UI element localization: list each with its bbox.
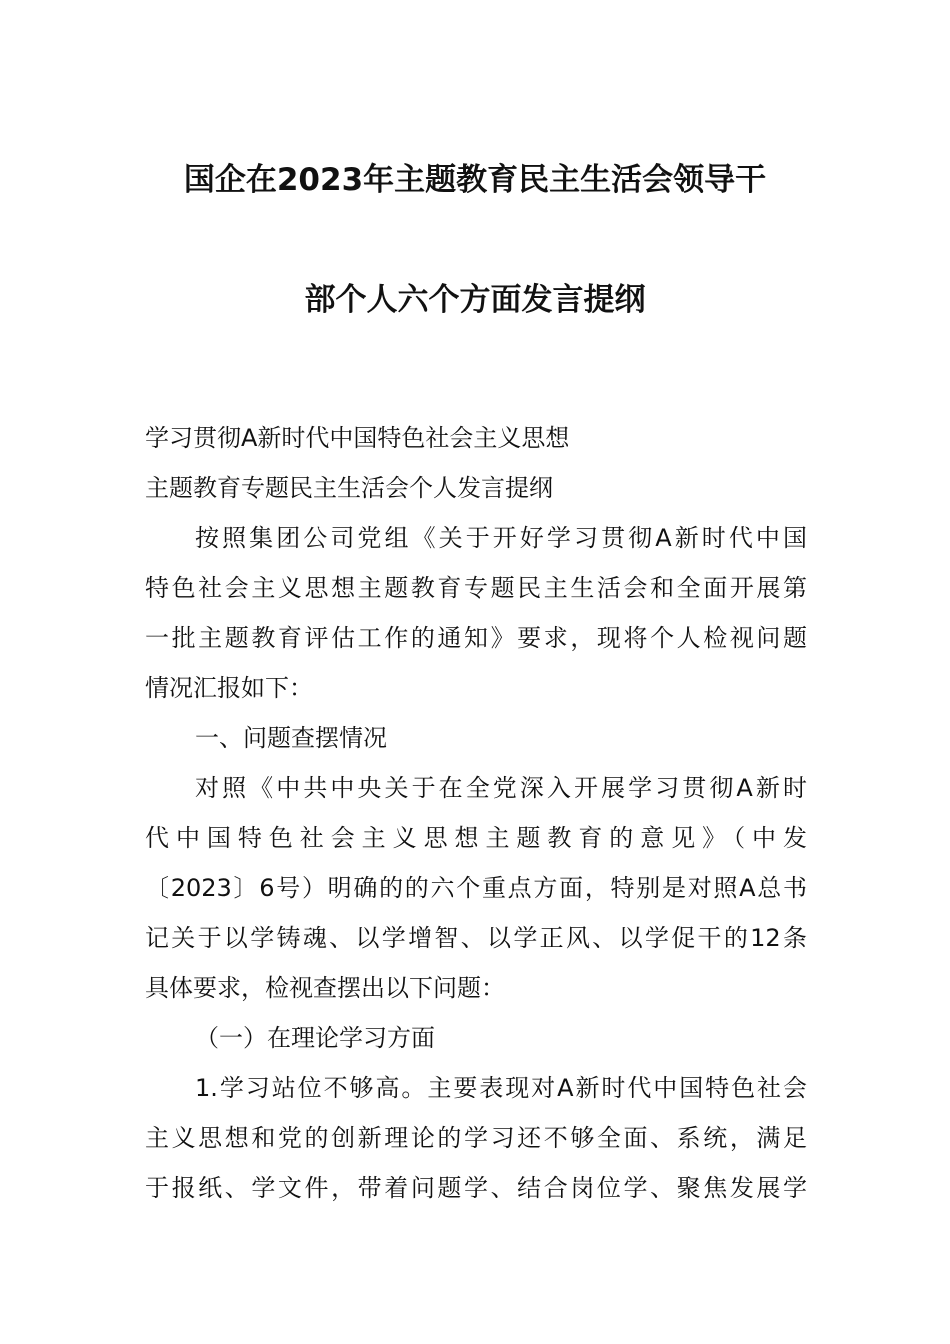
subtitle-line-1: 学习贯彻A新时代中国特色社会主义思想 — [145, 424, 570, 452]
subtitle-line-2: 主题教育专题民主生活会个人发言提纲 — [145, 474, 553, 502]
document-title-line-1: 国企在2023年主题教育民主生活会领导干 — [183, 162, 767, 198]
paragraph-check-line-2: 代中国特色社会主义思想主题教育的意见》（中发 — [145, 824, 807, 852]
paragraph-item-1-line-1: 1.学习站位不够高。主要表现对A新时代中国特色社会 — [195, 1074, 807, 1102]
paragraph-intro-line-3: 一批主题教育评估工作的通知》要求，现将个人检视问题 — [145, 624, 807, 652]
paragraph-item-1-line-2: 主义思想和党的创新理论的学习还不够全面、系统，满足 — [145, 1124, 807, 1152]
paragraph-intro-line-1: 按照集团公司党组《关于开好学习贯彻A新时代中国 — [195, 524, 807, 552]
document-title-line-2: 部个人六个方面发言提纲 — [304, 282, 646, 318]
paragraph-check-line-3: 〔2023〕6号）明确的的六个重点方面，特别是对照A总书 — [145, 874, 807, 902]
paragraph-check-line-4: 记关于以学铸魂、以学增智、以学正风、以学促干的12条 — [145, 924, 807, 952]
paragraph-check-line-5: 具体要求，检视查摆出以下问题： — [145, 974, 505, 1002]
paragraph-intro-line-4: 情况汇报如下： — [145, 674, 313, 702]
paragraph-check-line-1: 对照《中共中央关于在全党深入开展学习贯彻A新时 — [195, 774, 807, 802]
subsection-heading-1: （一）在理论学习方面 — [195, 1024, 435, 1052]
paragraph-item-1-line-3: 于报纸、学文件，带着问题学、结合岗位学、聚焦发展学 — [145, 1174, 807, 1202]
section-heading-1: 一、问题查摆情况 — [195, 724, 387, 752]
paragraph-intro-line-2: 特色社会主义思想主题教育专题民主生活会和全面开展第 — [145, 574, 807, 602]
